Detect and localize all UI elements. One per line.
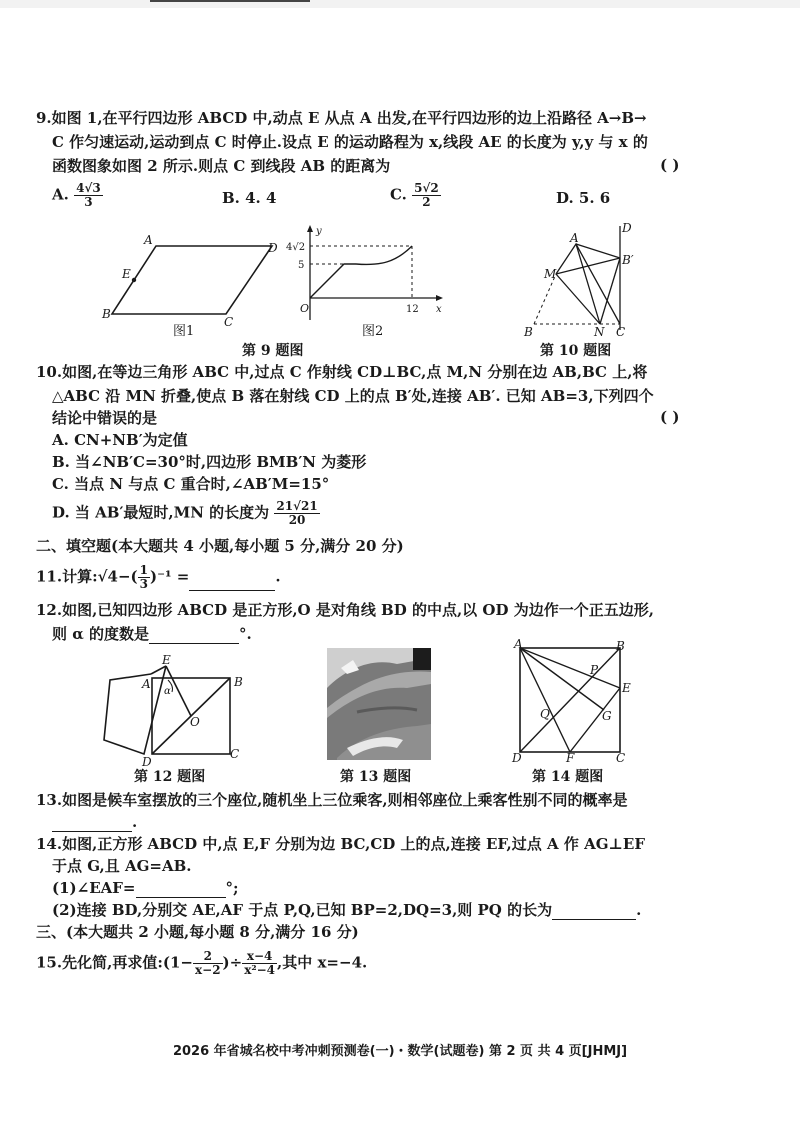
q10-figure-caption: 第 10 题图: [540, 343, 612, 359]
q14-text-1: 如图,正方形 ABCD 中,点 E,F 分别为边 BC,CD 上的点,连接 EF,过点 A 作 AG⊥EF: [62, 835, 646, 853]
fig12-label-a: A: [142, 677, 151, 691]
fig14-label-q: Q: [540, 707, 550, 721]
q10-line-2: △ABC 沿 MN 折叠,使点 B 落在射线 CD 上的点 B′处,连接 AB′. 已知 AB=3,下列四个: [52, 387, 654, 405]
fig10-label-m: M: [544, 267, 557, 281]
page-footer: 2026 年省城名校中考冲刺预测卷(一)・数学(试题卷) 第 2 页 共 4 页[JHMJ]: [172, 1044, 628, 1059]
q12-figure-caption: 第 12 题图: [134, 769, 206, 785]
fig1-label-e: E: [122, 267, 131, 281]
seats-photo-drawing: [327, 648, 431, 760]
q9-choice-c-num: 5√2: [414, 181, 439, 195]
q13-text-1: 如图是候车室摆放的三个座位,随机坐上三位乘客,则相邻座位上乘客性别不同的概率是: [62, 791, 628, 809]
q15-fraction-1: [193, 950, 223, 977]
q14-sub1-blank[interactable]: [136, 879, 226, 898]
scan-edge: [0, 0, 800, 8]
q15-f2-den: x²−4: [244, 963, 276, 977]
q15-text-1: 先化简,再求值:(1−: [62, 953, 193, 972]
q9-fig2-caption: 图2: [362, 324, 384, 339]
q12-degree: °.: [239, 625, 252, 643]
q14-sub1-text: (1)∠EAF=: [52, 879, 136, 897]
fig12-label-c: C: [230, 747, 240, 761]
q14-sub1-end: °;: [225, 879, 239, 897]
fig10-label-b: B: [524, 325, 533, 339]
q10-choice-d: [52, 500, 320, 527]
q15-f2-num: x−4: [242, 950, 277, 964]
q12-line-1: [36, 600, 654, 620]
fig2-label-x: x: [436, 304, 442, 315]
q12-number: 12.: [36, 601, 63, 619]
q9-choice-a-den: 3: [84, 195, 93, 209]
q13-figure-caption: 第 13 题图: [340, 769, 412, 785]
q14-sub-2: [52, 900, 641, 920]
q10-figure: [520, 220, 640, 342]
fig10-label-a: A: [570, 231, 579, 245]
q12-answer-blank[interactable]: [149, 625, 239, 644]
q13-answer-blank[interactable]: [52, 813, 132, 832]
q13-number: 13.: [36, 791, 63, 809]
q13-seats-photo: [327, 648, 431, 760]
q9-choice-d: D. 5. 6: [556, 189, 611, 207]
q13-line-1: [36, 790, 628, 810]
q9-choice-a-fraction: [74, 182, 103, 209]
q10-choice-a: A. CN+NB′为定值: [52, 431, 188, 449]
q11-fraction: [138, 564, 150, 591]
scan-artifact-line: [150, 0, 310, 2]
q11-number: 11.: [36, 567, 63, 586]
q13-line-2: [52, 812, 137, 832]
q14-sub2-text: (2)连接 BD,分别交 AE,AF 于点 P,Q,已知 BP=2,DQ=3,则 PQ 的长为: [52, 901, 553, 919]
q12-figure: [96, 653, 256, 769]
fig14-label-p: P: [590, 663, 599, 677]
q9-choice-b: B. 4. 4: [222, 189, 277, 207]
fig14-label-g: G: [602, 709, 612, 723]
fig1-label-c: C: [224, 315, 234, 329]
fig14-label-b: B: [616, 639, 625, 653]
fig2-label-4root2: 4√2: [286, 242, 306, 253]
q9-fig1-caption: 图1: [173, 324, 195, 339]
fig12-label-d: D: [142, 755, 152, 769]
q15-line: [36, 950, 367, 977]
q9-line-2: C 作匀速运动,运动到点 C 时停止.设点 E 的运动路程为 x,线段 AE 的长度为 y,y 与 x 的: [52, 133, 648, 151]
q11-text-after: )⁻¹ =: [149, 567, 190, 586]
fig1-label-d: D: [268, 241, 278, 255]
q14-sub-1: [52, 878, 239, 898]
fig12-label-b: B: [234, 675, 243, 689]
q10-choice-c: C. 当点 N 与点 C 重合时,∠AB′M=15°: [52, 475, 330, 493]
q9-choice-a: [52, 182, 103, 209]
fig14-label-e: E: [622, 681, 631, 695]
q15-text-3: ,其中 x=−4.: [277, 953, 368, 972]
q14-line-2: 于点 G,且 AG=AB.: [52, 857, 192, 875]
q10-number: 10.: [36, 363, 63, 381]
q15-text-2: )÷: [222, 953, 243, 972]
fig12-label-alpha: α: [164, 686, 171, 697]
q14-sub2-end: .: [636, 901, 642, 919]
q11-end: .: [275, 567, 281, 586]
fig10-label-c: C: [616, 325, 626, 339]
q9-figure-caption: 第 9 题图: [242, 343, 304, 359]
q10-choice-d-fraction: [274, 500, 319, 527]
q9-choice-c: [390, 182, 441, 209]
q14-figure: [506, 637, 636, 768]
q10-choice-d-num: 21√21: [276, 499, 318, 513]
q13-end: .: [132, 813, 138, 831]
q11-frac-den: 3: [139, 577, 148, 591]
fig10-label-n: N: [594, 325, 605, 339]
q10-answer-paren: ( ): [660, 408, 680, 426]
q11-text-before: 计算:√4−(: [62, 567, 138, 586]
q14-number: 14.: [36, 835, 63, 853]
q12-line-2: [52, 624, 252, 644]
q9-choice-c-fraction: [412, 182, 441, 209]
q15-number: 15.: [36, 953, 63, 972]
section-3-heading: 三、(本大题共 2 小题,每小题 8 分,满分 16 分): [36, 923, 359, 941]
q10-line-3: 结论中错误的是: [52, 409, 158, 427]
q9-text-1: 如图 1,在平行四边形 ABCD 中,动点 E 从点 A 出发,在平行四边形的边上沿路径 A→B→: [51, 109, 647, 127]
q14-figure-caption: 第 14 题图: [532, 769, 604, 785]
fig1-label-b: B: [102, 307, 111, 321]
q10-line-1: [36, 362, 647, 382]
q9-choice-a-label: A.: [52, 185, 69, 204]
fig10-label-d: D: [622, 221, 632, 235]
fig2-label-12: 12: [406, 304, 419, 315]
q10-text-1: 如图,在等边三角形 ABC 中,过点 C 作射线 CD⊥BC,点 M,N 分别在边 AB,BC 上,将: [62, 363, 648, 381]
fig14-label-f: F: [566, 751, 575, 765]
q9-line-1: [36, 108, 647, 128]
q9-figure-1: [100, 232, 280, 328]
q9-figure-2: [286, 224, 446, 324]
q14-sub2-blank[interactable]: [552, 901, 636, 920]
q15-fraction-2: [242, 950, 277, 977]
q9-choice-a-num: 4√3: [76, 181, 101, 195]
q9-choice-c-label: C.: [390, 185, 407, 204]
fig2-label-origin: O: [300, 302, 310, 315]
q10-choice-b: B. 当∠NB′C=30°时,四边形 BMB′N 为菱形: [52, 453, 367, 471]
q10-choice-d-den: 20: [288, 513, 306, 527]
q10-choice-d-text: D. 当 AB′最短时,MN 的长度为: [52, 503, 270, 522]
q9-number: 9.: [36, 109, 52, 127]
fig1-label-a: A: [144, 233, 153, 247]
q14-line-1: [36, 834, 645, 854]
q11-frac-num: 1: [139, 563, 148, 577]
q15-f1-num: 2: [193, 950, 223, 964]
fig14-label-a: A: [514, 637, 523, 651]
q12-text-1: 如图,已知四边形 ABCD 是正方形,O 是对角线 BD 的中点,以 OD 为边作一个正五边形,: [62, 601, 654, 619]
fig2-label-5: 5: [298, 260, 305, 271]
q9-choice-c-den: 2: [422, 195, 431, 209]
fig14-label-c: C: [616, 751, 626, 765]
q9-line-3: 函数图象如图 2 所示.则点 C 到线段 AB 的距离为: [52, 157, 391, 175]
q9-answer-paren: ( ): [660, 156, 680, 174]
fig12-label-o: O: [190, 715, 200, 729]
q11-line: [36, 564, 281, 591]
fig10-label-bprime: B′: [622, 253, 634, 267]
q12-text-2: 则 α 的度数是: [52, 625, 149, 643]
fig12-label-e: E: [162, 653, 171, 667]
fig2-label-y: y: [316, 226, 322, 237]
fig14-label-d: D: [512, 751, 522, 765]
q15-f1-den: x−2: [194, 963, 221, 977]
q11-answer-blank[interactable]: [189, 572, 275, 591]
section-2-heading: 二、填空题(本大题共 4 小题,每小题 5 分,满分 20 分): [36, 537, 404, 555]
